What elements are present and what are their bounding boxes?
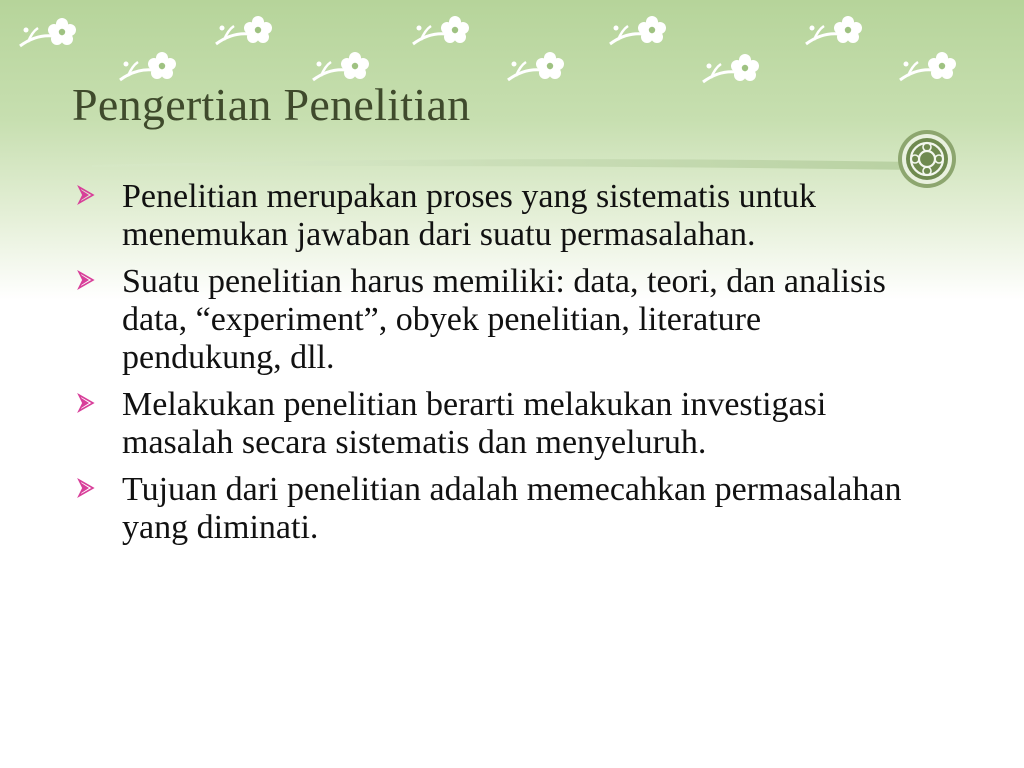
white-flower-icon xyxy=(508,52,564,80)
white-flower-icon xyxy=(120,52,176,80)
white-flower-icon xyxy=(413,16,469,44)
arrowhead-bullet-icon xyxy=(76,477,96,499)
bullet-list xyxy=(74,178,924,556)
slide-title: Pengertian Penelitian xyxy=(72,79,471,130)
bullet-item xyxy=(74,471,924,547)
white-flower-icon xyxy=(703,54,759,82)
white-flower-icon xyxy=(610,16,666,44)
bullet-text: Tujuan dari penelitian adalah memecahkan permasalahan yang diminati. xyxy=(122,471,902,546)
title-divider xyxy=(92,150,912,180)
white-flower-icon xyxy=(20,18,76,46)
white-flower-icon xyxy=(313,52,369,80)
white-flower-icon xyxy=(900,52,956,80)
bullet-text: Penelitian merupakan proses yang sistematis untuk menemukan jawaban dari suatu permasalahan. xyxy=(122,178,817,253)
bullet-text: Melakukan penelitian berarti melakukan investigasi masalah secara sistematis dan menyeluruh. xyxy=(122,386,827,461)
bullet-item xyxy=(74,178,924,254)
arrowhead-bullet-icon xyxy=(76,269,96,291)
arrowhead-bullet-icon xyxy=(76,184,96,206)
bullet-item xyxy=(74,263,924,377)
bullet-item xyxy=(74,386,924,462)
white-flower-icon xyxy=(216,16,272,44)
arrowhead-bullet-icon xyxy=(76,392,96,414)
white-flower-icon xyxy=(806,16,862,44)
bullet-text: Suatu penelitian harus memiliki: data, teori, dan analisis data, “experiment”, obyek penelitian, literature pendukung, dll. xyxy=(122,263,886,376)
